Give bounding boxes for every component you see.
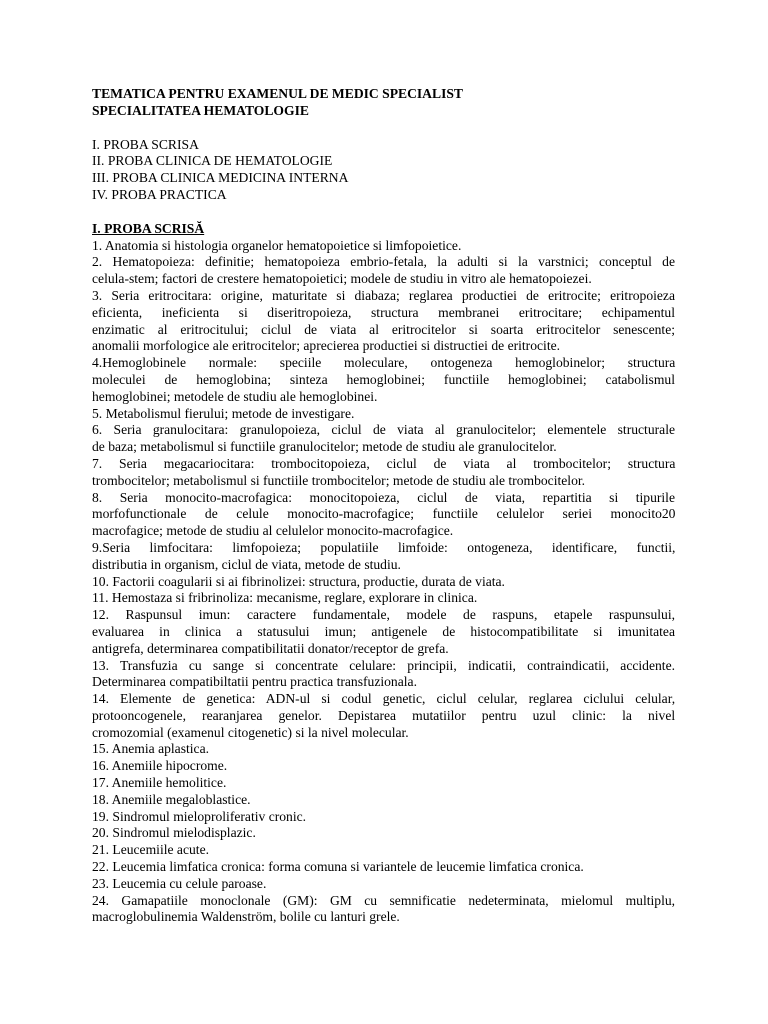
topic-line: morfofunctionale de celule monocito-macrofagice; functiile celulelor seriei monocito20 xyxy=(92,506,676,522)
topic-line: protooncogenele, rearanjarea genelor. Depistarea mutatiilor pentru uzul clinic: la nivel xyxy=(92,707,676,723)
topic-item xyxy=(92,842,675,859)
topic-item xyxy=(92,355,675,405)
topic-item xyxy=(92,456,675,490)
topic-item xyxy=(92,422,675,456)
topic-line: Determinarea compatibiltatii pentru practica transfuzionala. xyxy=(92,674,417,690)
topic-line: 23. Leucemia cu celule paroase. xyxy=(92,875,267,891)
topic-item xyxy=(92,238,675,255)
topic-line: 14. Elemente de genetica: ADN-ul si codul genetic, ciclul celular, reglarea ciclului celular, xyxy=(92,691,676,707)
topic-line: 4.Hemoglobinele normale: speciile moleculare, ontogeneza hemoglobinelor; structura xyxy=(92,355,676,371)
topic-line: 11. Hemostaza si fribrinoliza: mecanisme, reglare, explorare in clinica. xyxy=(92,590,478,606)
toc-item: IV. PROBA PRACTICA xyxy=(92,186,227,202)
topic-item xyxy=(92,607,675,657)
topic-line: moleculei de hemoglobina; sinteza hemoglobinei; functiile hemoglobinei; catabolismul xyxy=(92,371,675,387)
topic-line: enzimatic al eritrocitului; ciclul de viata al eritrocitelor si soarta eritrocitelor senescente; xyxy=(92,321,675,337)
topic-line: 16. Anemiile hipocrome. xyxy=(92,758,228,774)
topic-line: 1. Anatomia si histologia organelor hematopoietice si limfopoietice. xyxy=(92,237,462,253)
topic-item xyxy=(92,893,675,927)
topic-line: 22. Leucemia limfatica cronica: forma comuna si variantele de leucemie limfatica cronica. xyxy=(92,859,584,875)
topic-item xyxy=(92,658,675,692)
topic-item xyxy=(92,590,675,607)
topic-item xyxy=(92,758,675,775)
topic-item xyxy=(92,741,675,758)
topic-line: cromozomial (examenul citogenetic) si la nivel molecular. xyxy=(92,724,409,740)
topic-line: 10. Factorii coagularii si ai fibrinolizei: structura, productie, durata de viata. xyxy=(92,573,505,589)
toc-item: II. PROBA CLINICA DE HEMATOLOGIE xyxy=(92,153,333,169)
topic-line: 21. Leucemiile acute. xyxy=(92,842,210,858)
topic-item xyxy=(92,691,675,741)
section-heading: I. PROBA SCRISĂ xyxy=(92,220,205,236)
topic-line: 15. Anemia aplastica. xyxy=(92,741,210,757)
topic-item xyxy=(92,809,675,826)
topic-item xyxy=(92,775,675,792)
topic-item xyxy=(92,540,675,574)
topic-item xyxy=(92,574,675,591)
topic-line: 17. Anemiile hemolitice. xyxy=(92,775,227,791)
topic-line: hemoglobinei; metodele de studiu ale hemoglobinei. xyxy=(92,388,378,404)
topic-line: 7. Seria megacariocitara: trombocitopoieza, ciclul de viata al trombocitelor; structura xyxy=(92,455,676,471)
topic-line: eficienta, ineficienta si diseritropoieza, structura membranei eritrocitare; echipamentul xyxy=(92,304,675,320)
topic-line: 13. Transfuzia cu sange si concentrate celulare: principii, indicatii, contraindicatii, accidente. xyxy=(92,657,675,673)
topic-list xyxy=(92,238,675,927)
document-title-line-2: SPECIALITATEA HEMATOLOGIE xyxy=(92,102,309,118)
topic-line: trombocitelor; metabolismul si functiile trombocitelor; metode de studiu ale trombocitelor. xyxy=(92,472,586,488)
topic-line: 24. Gamapatiile monoclonale (GM): GM cu semnificatie nedeterminata, mielomul multiplu, xyxy=(92,892,676,908)
topic-item xyxy=(92,859,675,876)
topic-line: 12. Raspunsul imun: caractere fundamentale, modele de raspuns, etapele raspunsului, xyxy=(92,607,675,623)
topic-line: evaluarea in clinica a statusului imun; antigenele de histocompatibilitate si imunitatea xyxy=(92,623,675,639)
topic-line: de baza; metabolismul si functiile granulocitelor; metode de studiu ale granulocitelor. xyxy=(92,439,557,455)
topic-item xyxy=(92,792,675,809)
topic-item xyxy=(92,406,675,423)
topic-line: distributia in organism, ciclul de viata, metode de studiu. xyxy=(92,556,401,572)
topic-line: 19. Sindromul mieloproliferativ cronic. xyxy=(92,808,307,824)
topic-item xyxy=(92,825,675,842)
topic-line: 3. Seria eritrocitara: origine, maturitate si diabaza; reglarea productiei de eritrocite; eritropoieza xyxy=(92,287,675,303)
topic-line: 18. Anemiile megaloblastice. xyxy=(92,791,251,807)
topic-item xyxy=(92,254,675,288)
topic-line: celula-stem; factori de crestere hematopoietici; modele de studiu in vitro ale hematopoiezei. xyxy=(92,271,592,287)
topic-line: antigrefa, determinarea compatibilitatii donator/receptor de grefa. xyxy=(92,640,449,656)
topic-line: anomalii morfologice ale eritrocitelor; aprecierea productiei si distructiei de eritrocite. xyxy=(92,338,561,354)
topic-line: 5. Metabolismul fierului; metode de investigare. xyxy=(92,405,355,421)
topic-line: 8. Seria monocito-macrofagica: monocitopoieza, ciclul de viata, repartitia si tipurile xyxy=(92,489,675,505)
toc-item: I. PROBA SCRISA xyxy=(92,136,199,152)
topic-item xyxy=(92,288,675,355)
topic-line: macroglobulinemia Waldenström, bolile cu lanturi grele. xyxy=(92,909,400,925)
topic-line: 6. Seria granulocitara: granulopoieza, ciclul de viata al granulocitelor; elementele structurale xyxy=(92,422,675,438)
topic-line: macrofagice; metode de studiu al celulelor monocito-macrofagice. xyxy=(92,523,454,539)
topic-line: 2. Hematopoieza: definitie; hematopoieza embrio-fetala, la adulti si la varstnici; conceptul de xyxy=(92,254,675,270)
topic-item xyxy=(92,490,675,540)
spacer xyxy=(92,120,675,137)
document-title-line-1: TEMATICA PENTRU EXAMENUL DE MEDIC SPECIALIST xyxy=(92,86,463,101)
topic-line: 9.Seria limfocitara: limfopoieza; populatiile limfoide: ontogeneza, identificare, functii, xyxy=(92,539,676,555)
topic-item xyxy=(92,876,675,893)
spacer xyxy=(92,204,675,221)
toc-item: III. PROBA CLINICA MEDICINA INTERNA xyxy=(92,170,349,186)
document-page xyxy=(92,86,675,926)
topic-line: 20. Sindromul mielodisplazic. xyxy=(92,825,256,841)
